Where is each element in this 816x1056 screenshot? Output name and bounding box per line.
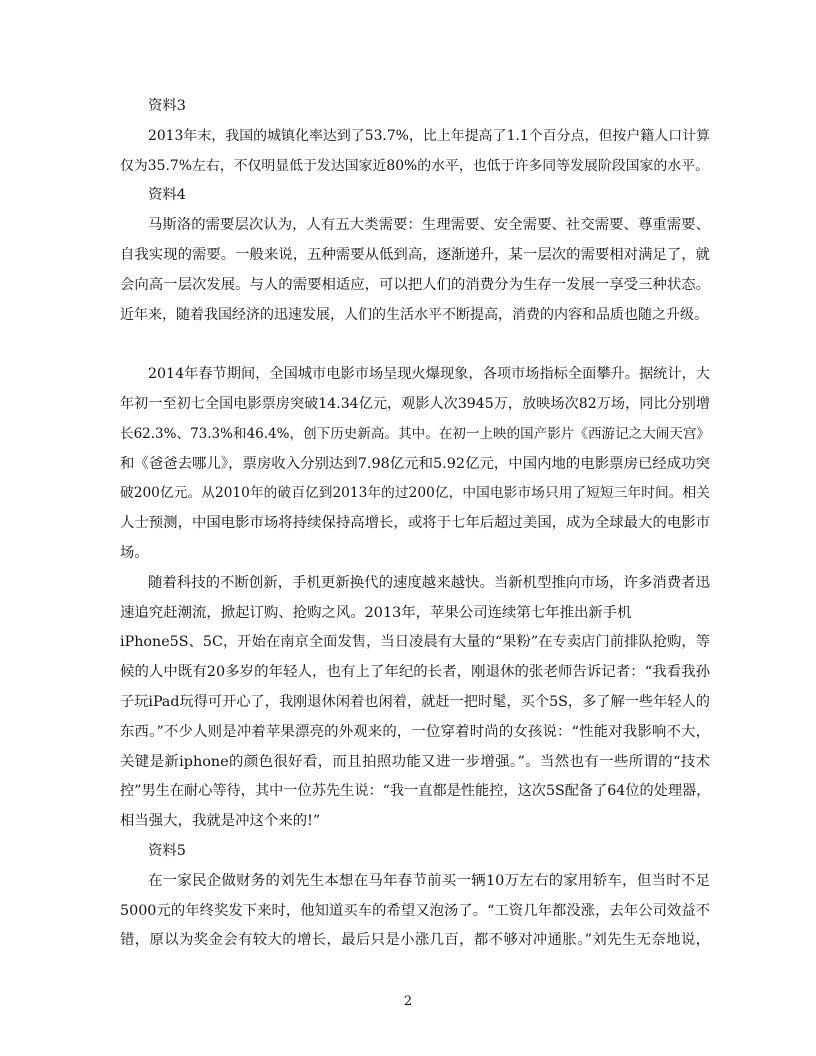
section-heading: 资料3	[148, 98, 186, 114]
text-line: 会向高一层次发展。与人的需要相适应，可以把人们的消费分为生存一发展一享受三种状态。	[120, 276, 711, 293]
document-body	[120, 92, 710, 956]
text-line: 随着科技的不断创新，手机更新换代的速度越来越快。当新机型推向市场，许多消费者迅	[148, 574, 710, 591]
text-line: 马斯洛的需要层次认为，人有五大类需要：生理需要、安全需要、社交需要、尊重需要、	[148, 217, 710, 234]
text-line: 子玩iPad玩得可开心了，我刚退休闲着也闲着，就赶一把时髦，买个5S，多了解一些年轻人的	[120, 693, 710, 710]
text-line: 5000元的年终奖发下来时，他知道买车的希望又泡汤了。“工资几年都没涨，去年公司效益不	[120, 902, 710, 919]
text-line: 相当强大，我就是冲这个来的!”	[120, 813, 321, 830]
page-number: 2	[403, 994, 413, 1009]
text-line: 场。	[120, 544, 149, 561]
text-line: 2013年末，我国的城镇化率达到了53.7%，比上年提高了1.1个百分点，但按户籍人口计算	[148, 127, 710, 144]
text-line: 东西。”不少人则是冲着苹果漂亮的外观来的，一位穿着时尚的女孩说：“性能对我影响不大，	[120, 723, 710, 740]
text-line: 速追究赶潮流，掀起订购、抢购之风。2013年，苹果公司连续第七年推出新手机	[120, 604, 632, 621]
text-line: 长62.3%、73.3%和46.4%，创下历史新高。其中。在初一上映的国产影片《西游记之大闹天宫》	[120, 425, 710, 442]
text-line: 自我实现的需要。一般来说，五种需要从低到高，逐渐递升，某一层次的需要相对满足了，就	[120, 246, 711, 263]
text-line: 错，原以为奖金会有较大的增长，最后只是小涨几百，都不够对冲通胀。”刘先生无奈地说，	[120, 932, 710, 949]
text-line: 2014年春节期间，全国城市电影市场呈现火爆现象，各项市场指标全面攀升。据统计，大	[148, 366, 710, 383]
section-heading: 资料5	[148, 842, 186, 859]
text-line: 控”男生在耐心等待，其中一位苏先生说：“我一直都是性能控，这次5S配备了64位的处理器，	[120, 783, 711, 800]
section-heading: 资料4	[148, 187, 186, 204]
blank-line	[120, 330, 710, 360]
text-line: 关键是新iphone的颜色很好看，而且拍照功能又进一步增强。”。当然也有一些所谓的“技术	[120, 753, 710, 770]
text-line: 人士预测，中国电影市场将持续保持高增长，或将于七年后超过美国，成为全球最大的电影市	[120, 515, 711, 532]
text-line: 年初一至初七全国电影票房突破14.34亿元，观影人次3945万，放映场次82万场，同比分别增	[120, 395, 710, 412]
text-line: 破200亿元。从2010年的破百亿到2013年的过200亿，中国电影市场只用了短短三年时间。相关	[120, 485, 710, 502]
text-line: iPhone5S、5C，开始在南京全面发售，当日凌晨有大量的“果粉”在专卖店门前排队抢购，等	[120, 634, 710, 651]
text-line: 在一家民企做财务的刘先生本想在马年春节前买一辆10万左右的家用轿车，但当时不足	[148, 872, 710, 889]
text-line: 仅为35.7%左右，不仅明显低于发达国家近80%的水平，也低于许多同等发展阶段国家的水平。	[120, 157, 709, 174]
text-line: 和《爸爸去哪儿》，票房收入分别达到7.98亿元和5.92亿元，中国内地的电影票房已经成功突	[120, 455, 710, 472]
text-line: 近年来，随着我国经济的迅速发展，人们的生活水平不断提高，消费的内容和品质也随之升级。	[120, 306, 708, 323]
text-line: 候的人中既有20多岁的年轻人，也有上了年纪的长者，刚退休的张老师告诉记者：“我看我孙	[120, 664, 710, 681]
